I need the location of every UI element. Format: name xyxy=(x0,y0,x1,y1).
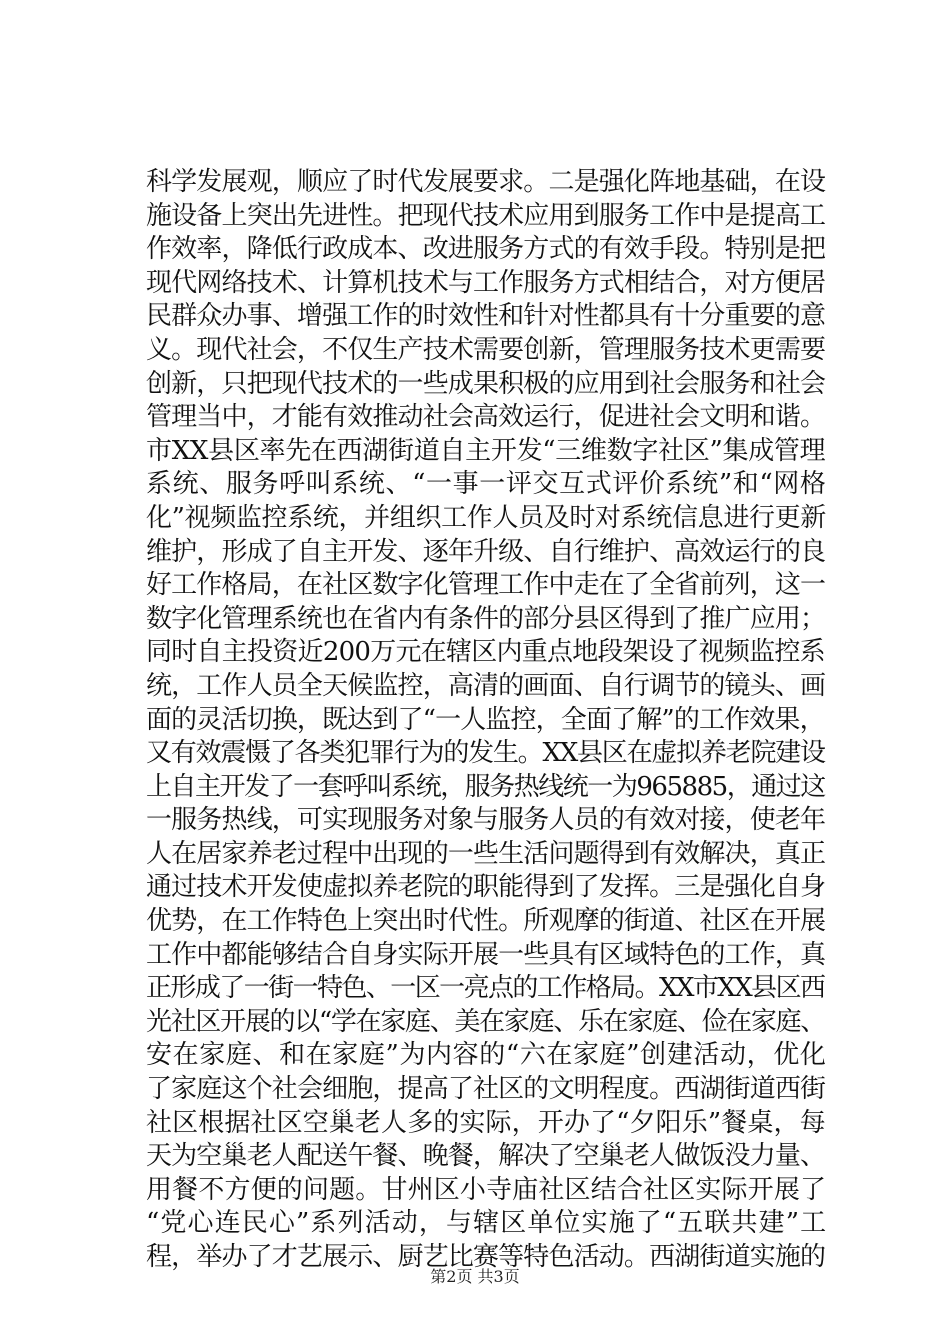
text-line: 天为空巢老人配送午餐、晚餐，解决了空巢老人做饭没力量、 xyxy=(146,1141,826,1172)
text-line: 社区根据社区空巢老人多的实际，开办了“夕阳乐”餐桌，每 xyxy=(146,1107,826,1138)
text-line: 管理当中，才能有效推动社会高效运行，促进社会文明和谐。 xyxy=(146,402,826,433)
text-line: 系统、服务呼叫系统、“一事一评交互式评价系统”和“网格 xyxy=(146,469,827,500)
text-line: 创新，只把现代技术的一些成果积极的应用到社会服务和社会 xyxy=(146,368,826,399)
text-line: 化”视频监控系统，并组织工作人员及时对系统信息进行更新 xyxy=(146,502,826,533)
text-line: 作效率，降低行政成本、改进服务方式的有效手段。特别是把 xyxy=(146,234,826,265)
text-line: 优势，在工作特色上突出时代性。所观摩的街道、社区在开展 xyxy=(146,906,826,937)
text-line: 科学发展观，顺应了时代发展要求。二是强化阵地基础，在设 xyxy=(146,167,826,197)
text-line: 义。现代社会，不仅生产技术需要创新，管理服务技术更需要 xyxy=(146,334,826,365)
text-line: 民群众办事、增强工作的时效性和针对性都具有十分重要的意 xyxy=(146,301,826,332)
text-line: 正形成了一街一特色、一区一亮点的工作格局。XX市XX县区西 xyxy=(146,973,825,1004)
text-line: 同时自主投资近200万元在辖区内重点地段架设了视频监控系 xyxy=(146,637,825,668)
text-line: 人在居家养老过程中出现的一些生活问题得到有效解决，真正 xyxy=(146,838,826,869)
text-line: 维护，形成了自主开发、逐年升级、自行维护、高效运行的良 xyxy=(146,536,826,567)
text-line: 上自主开发了一套呼叫系统，服务热线统一为965885，通过这 xyxy=(146,771,825,802)
text-line: 通过技术开发使虚拟养老院的职能得到了发挥。三是强化自身 xyxy=(146,872,826,903)
text-line: 现代网络技术、计算机技术与工作服务方式相结合，对方便居 xyxy=(146,267,826,298)
text-line: 用餐不方便的问题。甘州区小寺庙社区结合社区实际开展了 xyxy=(146,1174,827,1205)
text-line: 数字化管理系统也在省内有条件的部分县区得到了推广应用； xyxy=(146,603,826,634)
text-line: 程，举办了才艺展示、厨艺比赛等特色活动。西湖街道实施的 xyxy=(146,1242,826,1272)
text-line: “党心连民心”系列活动，与辖区单位实施了“五联共建”工 xyxy=(146,1208,828,1239)
text-line: 统，工作人员全天候监控，高清的画面、自行调节的镜头、画 xyxy=(146,670,826,701)
body-text xyxy=(146,166,826,1275)
text-line: 好工作格局，在社区数字化管理工作中走在了全省前列，这一 xyxy=(146,570,826,601)
text-line: 光社区开展的以“学在家庭、美在家庭、乐在家庭、俭在家庭、 xyxy=(146,1006,825,1037)
text-line: 工作中都能够结合自身实际开展一些具有区域特色的工作，真 xyxy=(146,939,826,970)
text-line: 面的灵活切换，既达到了“一人监控，全面了解”的工作效果， xyxy=(146,704,825,735)
text-line: 了家庭这个社会细胞，提高了社区的文明程度。西湖街道西街 xyxy=(146,1074,826,1105)
text-line: 又有效震慑了各类犯罪行为的发生。XX县区在虚拟养老院建设 xyxy=(146,738,825,769)
text-line: 安在家庭、和在家庭”为内容的“六在家庭”创建活动，优化 xyxy=(146,1040,827,1071)
text-line: 施设备上突出先进性。把现代技术应用到服务工作中是提高工 xyxy=(146,200,826,231)
text-line: 一服务热线，可实现服务对象与服务人员的有效对接，使老年 xyxy=(146,805,826,836)
page-footer: 第2页 共3页 xyxy=(430,1267,520,1286)
text-line: 市XX县区率先在西湖街道自主开发“三维数字社区”集成管理 xyxy=(146,435,826,466)
